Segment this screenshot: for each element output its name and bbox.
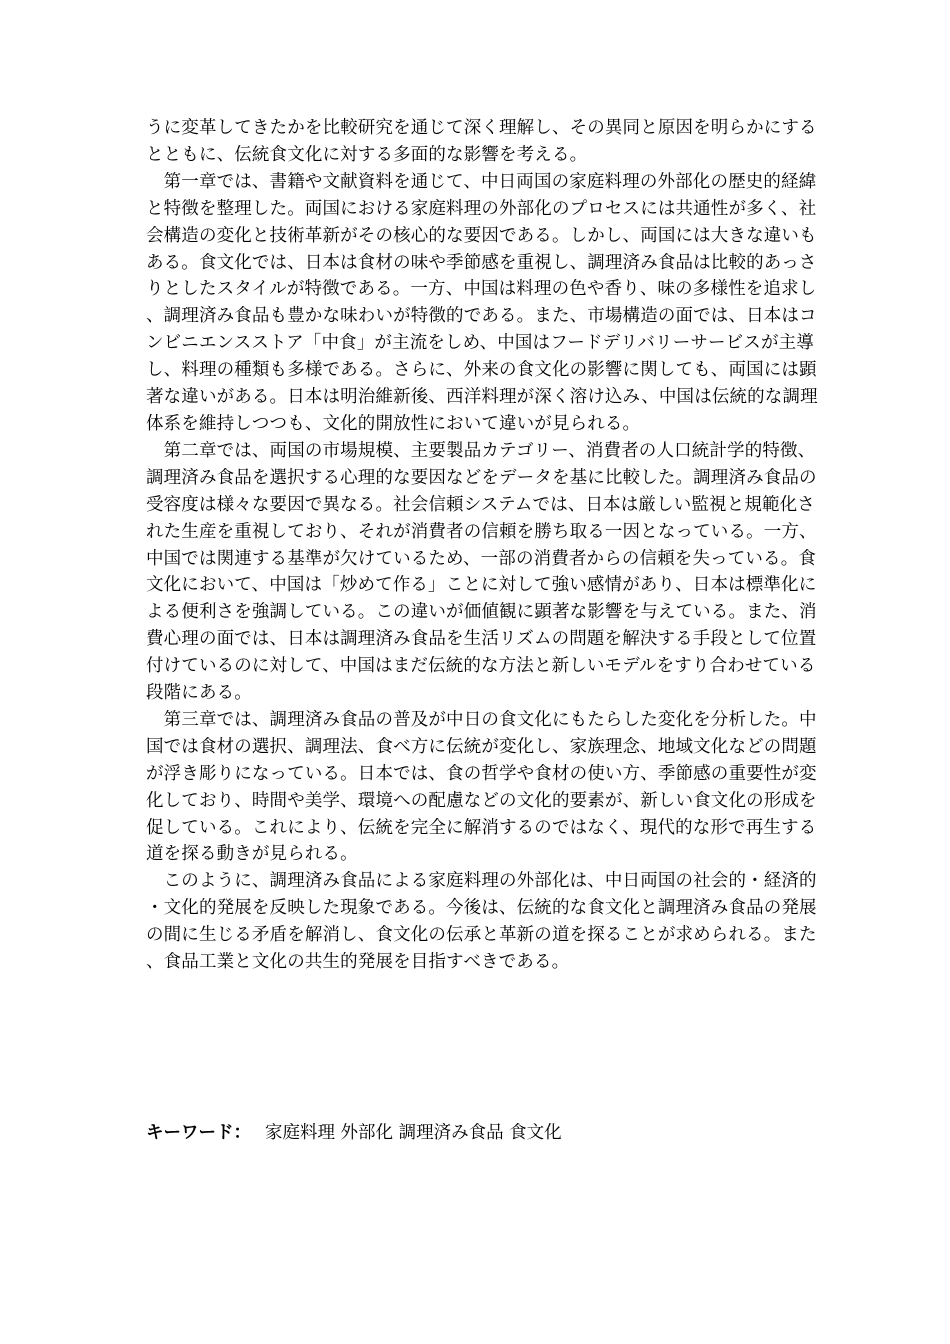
paragraph-intro-continuation: うに変革してきたかを比較研究を通じて深く理解し、その異同と原因を明らかにするとともに、伝統食文化に対する多面的な影響を考える。 bbox=[146, 118, 817, 165]
abstract-body bbox=[146, 115, 822, 976]
keywords-label: キーワード： bbox=[146, 1123, 251, 1143]
keywords-terms: 家庭料理 外部化 調理済み食品 食文化 bbox=[265, 1123, 562, 1143]
paragraph-chapter-2: 第二章では、両国の市場規模、主要製品カテゴリー、消費者の人口統計学的特徴、調理済み食品を選択する心理的な要因などをデータを基に比較した。調理済み食品の受容度は様々な要因で異なる。社会信頼システムでは、日本は厳しい監視と規範化された生産を重視しており、それが消費者の信頼を勝ち取る一因となっている。一方、中国では関連する基準が欠けているため、一部の消費者からの信頼を失っている。食文化において、中国は「炒めて作る」ことに対して強い感情があり、日本は標準化による便利さを強調している。この違いが価値観に顕著な影響を与えている。また、消費心理の面では、日本は調理済み食品を生活リズムの問題を解決する手段として位置付けているのに対して、中国はまだ伝統的な方法と新しいモデルをすり合わせている段階にある。 bbox=[146, 440, 817, 704]
paragraph-conclusion: このように、調理済み食品による家庭料理の外部化は、中日両国の社会的・経済的・文化的発展を反映した現象である。今後は、伝統的な食文化と調理済み食品の発展の間に生じる矛盾を解消し、食文化の伝承と革新の道を探ることが求められる。また、食品工業と文化の共生的発展を目指すべきである。 bbox=[146, 871, 817, 973]
paragraph-chapter-1: 第一章では、書籍や文献資料を通じて、中日両国の家庭料理の外部化の歴史的経緯と特徴を整理した。両国における家庭料理の外部化のプロセスには共通性が多く、社会構造の変化と技術革新がその核心的な要因である。しかし、両国には大きな違いもある。食文化では、日本は食材の味や季節感を重視し、調理済み食品は比較的あっさりとしたスタイルが特徴である。一方、中国は料理の色や香り、味の多様性を追求し、調理済み食品も豊かな味わいが特徴的である。また、市場構造の面では、日本はコンビニエンスストア「中食」が主流をしめ、中国はフードデリバリーサービスが主導し、料理の種類も多様である。さらに、外来の食文化の影響に関しても、両国には顕著な違いがある。日本は明治維新後、西洋料理が深く溶け込み、中国は伝統的な調理体系を維持しつつも、文化的開放性において違いが見られる。 bbox=[146, 171, 818, 434]
keywords-line bbox=[146, 1120, 562, 1146]
paragraph-chapter-3: 第三章では、調理済み食品の普及が中日の食文化にもたらした変化を分析した。中国では食材の選択、調理法、食べ方に伝統が変化し、家族理念、地域文化などの問題が浮き彫りになっている。日本では、食の哲学や食材の使い方、季節感の重要性が変化しており、時間や美学、環境への配慮などの文化的要素が、新しい食文化の形成を促している。これにより、伝統を完全に解消するのではなく、現代的な形で再生する道を探る動きが見られる。 bbox=[146, 709, 817, 865]
